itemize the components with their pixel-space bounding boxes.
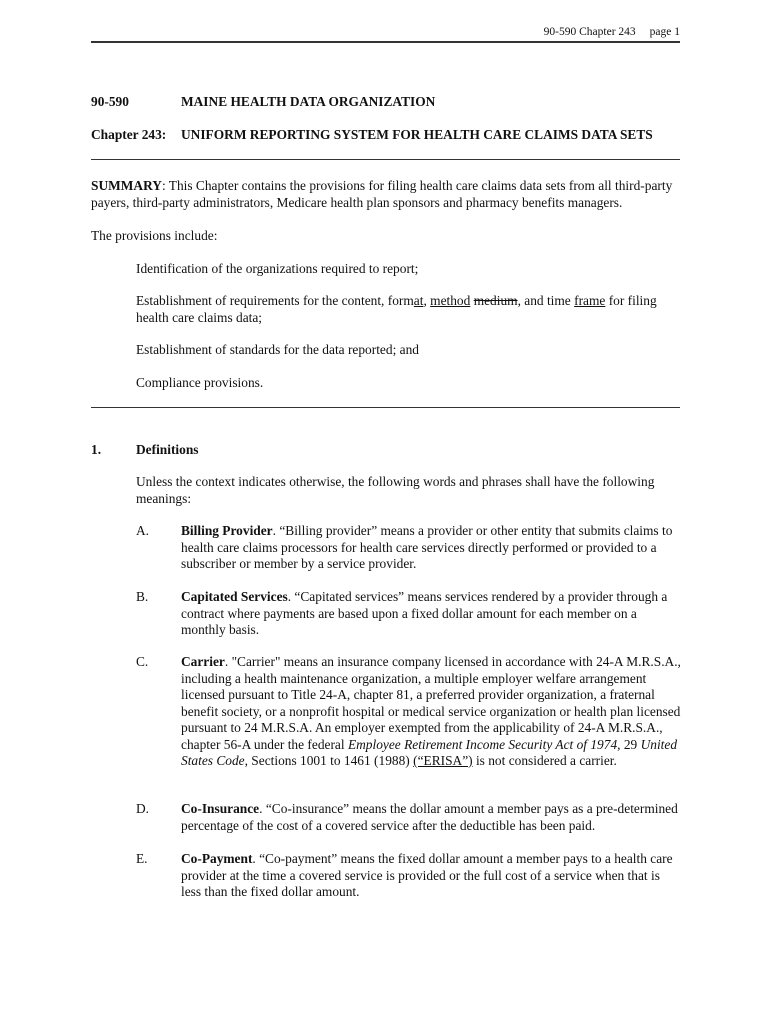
definition-capitated-services: Capitated Services. “Capitated services” means services rendered by a provider through a contract where payments are based upon a fixed dollar amount for each member on a monthly basis. [181, 589, 668, 637]
provision-item: Compliance provisions. [136, 375, 264, 390]
chapter-number: Chapter 243: [91, 127, 167, 142]
section-title: Definitions [136, 442, 199, 457]
header-rule [91, 41, 680, 43]
provision-item: Establishment of requirements for the content, format, method medium, and time frame for filing health care claims data; [136, 293, 657, 325]
definition-carrier: Carrier. "Carrier" means an insurance company licensed in accordance with 24-A M.R.S.A., including a health maintenance organization, a multiple employer welfare arrangement licensed pursuant to Title 24-A, chapter 81, a preferred provider organization, a fraternal benefit society, or a nonprofit hospital or medical service organization or health plan licensed pursuant to 24 M.R.S.A. An employer exempted from the applicability of 24-A M.R.S.A., chapter 56-A under the federal Employee Retirement Income Security Act of 1974, 29 United States Code, Sections 1001 to 1461 (1988) (“ERISA”) is not considered a carrier. [181, 654, 681, 768]
agency-number: 90-590 [91, 94, 129, 109]
definition-letter: D. [136, 801, 150, 816]
definition-letter: C. [136, 654, 149, 669]
summary-label: SUMMARY [91, 178, 162, 193]
definition-letter: A. [136, 523, 150, 538]
definition-billing-provider: Billing Provider. “Billing provider” means a provider or other entity that submits claims to health care claims processors for health care services directly performed or provided to a subscriber or member by a service provider. [181, 523, 673, 571]
provisions-intro: The provisions include: [91, 228, 218, 243]
header-doc-id: 90-590 Chapter 243 [543, 26, 636, 38]
definition-co-payment: Co-Payment. “Co-payment” means the fixed dollar amount a member pays to a health care provider at the time a covered service is provided or the full cost of a service when that is less than the fixed dollar amount. [181, 851, 673, 899]
agency-name: MAINE HEALTH DATA ORGANIZATION [181, 94, 436, 109]
provision-item: Identification of the organizations required to report; [136, 261, 419, 276]
summary-text: : This Chapter contains the provisions for filing health care claims data sets from all third-party payers, third-party administrators, Medicare health plan sponsors and pharmacy benefits managers. [91, 178, 673, 210]
title-rule [91, 159, 680, 160]
summary-end-rule [91, 407, 680, 408]
provision-item: Establishment of standards for the data reported; and [136, 342, 419, 357]
summary-paragraph [91, 178, 681, 211]
definitions-intro: Unless the context indicates otherwise, the following words and phrases shall have the following meanings: [136, 474, 655, 506]
header-page-number: page 1 [649, 26, 680, 38]
chapter-name: UNIFORM REPORTING SYSTEM FOR HEALTH CARE CLAIMS DATA SETS [181, 127, 653, 142]
definition-co-insurance: Co-Insurance. “Co-insurance” means the dollar amount a member pays as a pre-determined percentage of the cost of a covered service after the deductible has been paid. [181, 801, 678, 833]
definition-letter: B. [136, 589, 149, 604]
running-header [91, 26, 680, 38]
section-number: 1. [91, 442, 102, 457]
definition-letter: E. [136, 851, 148, 866]
